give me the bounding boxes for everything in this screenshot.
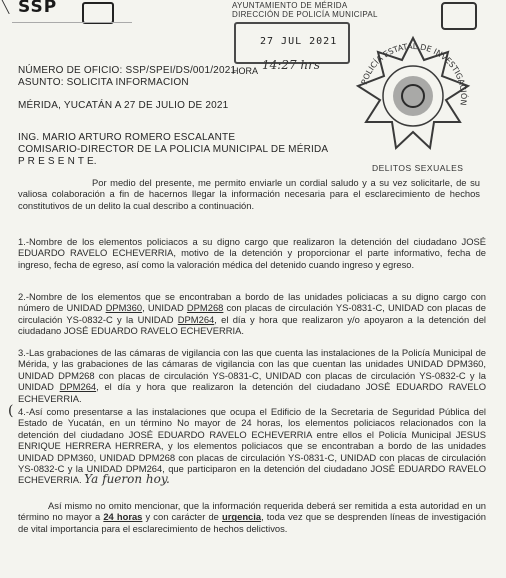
stamp-date: 27 JUL 2021 bbox=[260, 36, 338, 47]
item-1: 1.-Nombre de los elementos policiacos a su digno cargo que realizaron la detención del ciudadano JOSÉ EDUARDO RAVELO ECHEVERRIA, motivo de la detención y proporcionar el parte informativo, fecha de ingreso, fecha de egreso, así como la valoración médica del detenido cuando ingreso y egreso. bbox=[18, 236, 486, 270]
unit-dpm264: DPM264 bbox=[59, 381, 97, 393]
addressee-name: ING. MARIO ARTURO ROMERO ESCALANTE bbox=[18, 132, 236, 143]
item-2-text: con placas de circulación YS-0831-C, UNIDAD con placas de circulación YS-0832-C y la UNIDAD bbox=[18, 302, 486, 325]
place-date: MÉRIDA, YUCATÁN A 27 DE JULIO DE 2021 bbox=[18, 100, 229, 111]
item-2-text: , el día y hora que realizaron y/o apoyaron a la detención del ciudadano JOSÉ EDUARDO RAVELO ECHEVERRIA. bbox=[18, 313, 486, 337]
corner-mark-icon: ╲ bbox=[2, 0, 10, 14]
handwritten-circle-icon: ( bbox=[8, 403, 14, 419]
closing-text: Así mismo no omito mencionar, que la información requerida deberá ser remitida a esta autoridad en un término no mayor a bbox=[18, 500, 486, 523]
closing-text: , toda vez que se desprenden líneas de investigación de vital importancia para el esclarecimiento de hechos delictivos. bbox=[18, 511, 487, 534]
item-3 bbox=[18, 347, 486, 404]
crest-icon bbox=[82, 2, 114, 24]
item-3-text: 3.-Las grabaciones de las cámaras de vigilancia con las que cuenta las instalaciones de la Policía Municipal de Mérida, y las grabaciones de las cámaras de vigilancia con las que cuentan las unidades UNIDAD DPM360, UNIDAD DPM268 con placas de circulación YS-0831-C, UNIDAD con placas de circulación YS-0832-C y la UNIDAD bbox=[18, 347, 486, 393]
stamp-line-2: DIRECCIÓN DE POLICÍA MUNICIPAL bbox=[232, 10, 378, 19]
intro-paragraph: Por medio del presente, me permito enviarle un cordial saludo y a su vez solicitarle, de su valiosa colaboración a fin de hacernos llegar la información necesaria para el esclarecimiento de hechos constitutivos de un delito la cual describo a continuación. bbox=[18, 177, 480, 211]
divider bbox=[12, 22, 132, 23]
state-crest-icon bbox=[441, 2, 477, 30]
item-2-text: , UNIDAD bbox=[142, 302, 187, 314]
unit-dpm360: DPM360 bbox=[105, 302, 143, 314]
police-seal-icon bbox=[350, 34, 476, 160]
item-4 bbox=[18, 406, 486, 486]
closing-paragraph bbox=[18, 500, 486, 534]
stamp-hora-label: HORA bbox=[232, 66, 259, 76]
reception-stamp bbox=[232, 0, 378, 78]
asunto: ASUNTO: SOLICITA INFORMACION bbox=[18, 77, 189, 88]
deadline: 24 horas bbox=[103, 511, 143, 523]
seal-ring-text: POLICÍA ESTATAL DE INVESTIGACIÓN bbox=[359, 41, 469, 106]
handwritten-note: Ya fueron hoy. bbox=[84, 472, 170, 487]
ssp-logo: SSP bbox=[18, 0, 58, 17]
seal-label: DELITOS SEXUALES bbox=[372, 163, 464, 173]
urgency: urgencia bbox=[222, 511, 262, 523]
addressee-role: COMISARIO-DIRECTOR DE LA POLICIA MUNICIPAL DE MÉRIDA bbox=[18, 144, 329, 155]
closing-text: y con carácter de bbox=[142, 511, 222, 523]
unit-dpm264: DPM264 bbox=[177, 313, 215, 325]
item-2 bbox=[18, 291, 486, 337]
item-4-text: 4.-Así como presentarse a las instalaciones que ocupa el Edificio de la Secretaria de Seguridad Pública del Estado de Yucatán, en un término No mayor de 24 horas, los elementos policiacos relacionados con la detención del ciudadano JOSÉ EDUARDO RAVELO ECHEVERRIA entre ellos el Policía Municipal JESUS ENRIQUE HERRERA HERRERA, y los elementos policiacos que se encontraban a bordo de las unidades UNIDAD DPM360, UNIDAD DPM268 con placas de circulación YS-0831-C, UNIDAD con placas de circulación YS-0832-C y la UNIDAD DPM264, que participaron en la detención del ciudadano JOSÉ EDUARDO RAVELO ECHEVERRIA. bbox=[18, 406, 486, 486]
stamp-line-1: AYUNTAMIENTO DE MÉRIDA bbox=[232, 1, 348, 10]
stamp-handwritten-time: 14:27 hrs bbox=[262, 58, 321, 72]
item-3-text: , el día y hora que realizaron la detención del ciudadano JOSÉ EDUARDO RAVELO ECHEVERRIA. bbox=[18, 381, 486, 404]
presente: P R E S E N T E. bbox=[18, 156, 97, 167]
oficio-number: NÚMERO DE OFICIO: SSP/SPEI/DS/001/2021 bbox=[18, 65, 237, 76]
item-2-text: 2.-Nombre de los elementos que se encontraban a bordo de las unidades policiacas a su digno cargo con número de UNIDAD bbox=[18, 291, 486, 314]
unit-dpm268: DPM268 bbox=[186, 302, 224, 314]
